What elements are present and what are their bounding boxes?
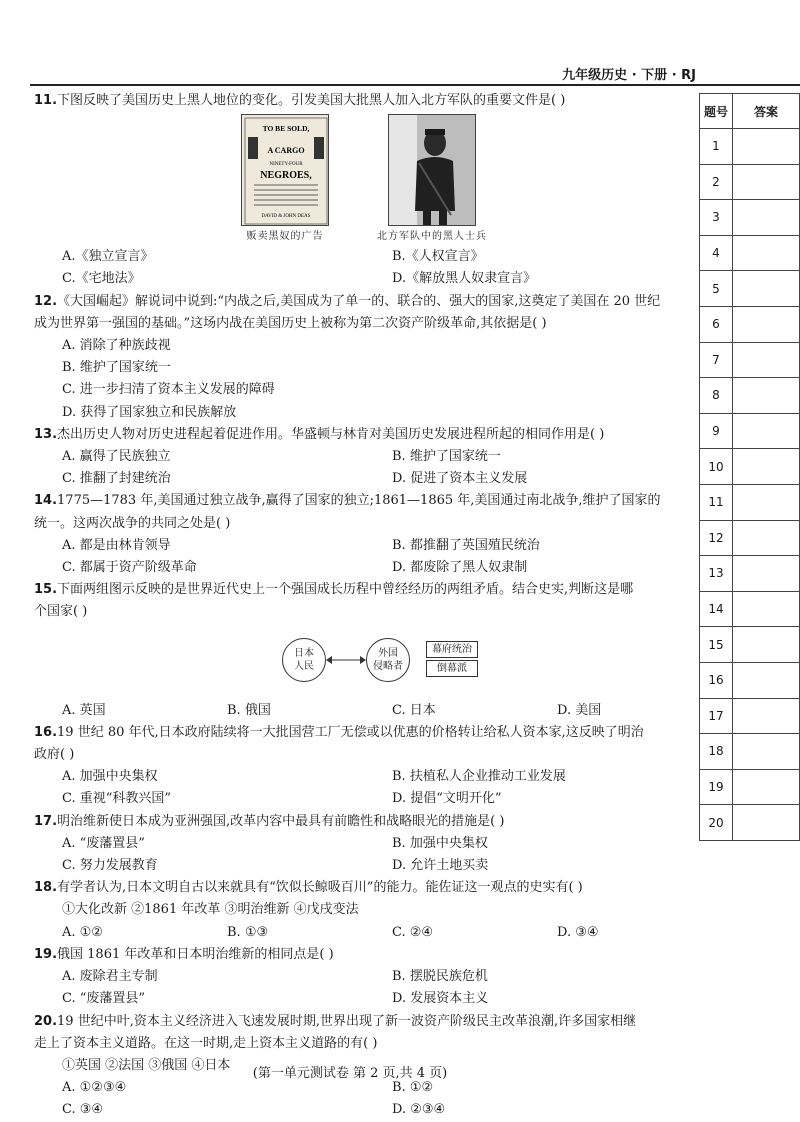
option-c: C. 努力发展教育 [62,858,158,874]
circle-foreign-invaders: 外国 侵略者 [366,638,410,682]
answer-row [700,627,800,663]
answer-row [700,342,800,378]
answer-cell[interactable] [733,164,800,200]
answer-row-number: 6 [700,306,733,342]
answer-row [700,200,800,236]
page-footer: (第一单元测试卷 第 2 页,共 4 页) [252,1066,448,1081]
answer-row [700,698,800,734]
option-a: A. 加强中央集权 [62,769,158,785]
question-stem: 俄国 1861 年改革和日本明治维新的相同点是( ) [57,946,334,962]
option-d: D. 都废除了黑人奴隶制 [392,560,528,576]
option-a: A. 赢得了民族独立 [62,449,171,465]
option-a: A. 消除了种族歧视 [62,338,171,354]
option-c: C. 都属于资产阶级革命 [62,560,197,576]
option-a: A.《独立宣言》 [62,249,154,265]
question-stem-line2: 成为世界第一强国的基础。”这场内战在美国历史上被称为第二次资产阶级革命,其依据是( ) [34,315,547,331]
option-d: D. 发展资本主义 [392,991,489,1007]
answer-cell[interactable] [733,520,800,556]
black-soldier-photo [388,114,476,226]
answer-row-number: 8 [700,378,733,414]
options-row [34,966,694,988]
question-stem-line2: 统一。这两次战争的共同之处是( ) [34,515,231,531]
answer-row [700,591,800,627]
question-17 [34,811,694,878]
answer-table-header-number: 题号 [700,94,733,129]
box-anti-shogunate: 倒幕派 [426,660,478,677]
answer-row-number: 7 [700,342,733,378]
option-b: B. 维护了国家统一 [392,449,501,465]
answer-row [700,235,800,271]
answer-row [700,306,800,342]
answer-cell[interactable] [733,271,800,307]
option-d: D. 允许土地买卖 [392,858,489,874]
header-rule [30,84,800,86]
answer-row [700,556,800,592]
answer-row [700,520,800,556]
option-b: B.《人权宣言》 [392,249,484,265]
answer-row-number: 5 [700,271,733,307]
option-c: C. ③④ [62,1102,104,1118]
answer-row [700,413,800,449]
double-arrow-icon [326,654,366,666]
options-row [34,535,694,557]
options-row [34,833,694,855]
answer-cell[interactable] [733,805,800,841]
option-a: A. “废藩置县” [62,835,145,851]
option-b: B. ①③ [227,924,269,940]
options-row [34,788,694,810]
answer-cell[interactable] [733,129,800,165]
answer-cell[interactable] [733,413,800,449]
answer-row [700,662,800,698]
question-11 [34,90,694,291]
answer-row-number: 11 [700,484,733,520]
answer-cell[interactable] [733,449,800,485]
option-c: C. 进一步扫清了资本主义发展的障碍 [62,382,275,398]
statement-items: ①英国 ②法国 ③俄国 ④日本 [62,1057,231,1073]
poster-line-5: DAVID & JOHN DEAS [261,214,311,220]
answer-cell[interactable] [733,484,800,520]
answer-cell[interactable] [733,235,800,271]
question-stem-line2: 政府( ) [34,747,75,763]
option-d: D. ③④ [557,924,599,940]
question-number: 19. [34,946,58,962]
question-18 [34,877,694,944]
option-c: C. “废藩置县” [62,991,146,1007]
question-stem-line1: 《大国崛起》解说词中说到:“内战之后,美国成为了单一的、联合的、强大的国家,这奠定了美国在 20 世纪 [57,293,661,309]
question-number: 11. [34,93,58,108]
options-row [34,766,694,788]
question-13 [34,424,694,491]
figure-black-soldier [377,114,487,246]
answer-row-number: 15 [700,627,733,663]
option-c: C. ②④ [392,924,434,940]
option-d: D. ②③④ [392,1102,446,1118]
question-stem-line1: 19 世纪中叶,资本主义经济进入飞速发展时期,世界出现了新一波资产阶级民主改革浪潮,许多国家相继 [57,1013,637,1029]
conflict-diagram [34,624,694,700]
answer-row-number: 3 [700,200,733,236]
option-d: D. 美国 [557,702,602,718]
answer-cell[interactable] [733,378,800,414]
answer-cell[interactable] [733,698,800,734]
question-stem-line1: 下面两组图示反映的是世界近代史上一个强国成长历程中曾经经历的两组矛盾。结合史实,判断这是哪 [57,582,634,598]
answer-row-number: 17 [700,698,733,734]
page-header: 九年级历史 · 下册 · RJ [562,68,696,83]
question-16 [34,722,694,811]
question-number: 20. [34,1013,58,1029]
option-d: D. 提倡“文明开化” [392,791,502,807]
option-a: A. ①② [62,924,103,940]
question-stem: 有学者认为,日本文明自古以来就具有“饮似长鲸吸百川”的能力。能佐证这一观点的史实有( ) [57,880,583,896]
poster-line-3: NINETY-FOUR [269,162,303,168]
question-stem-line1: 19 世纪 80 年代,日本政府陆续将一大批国营工厂无偿或以优惠的价格转让给私人资本家,这反映了明治 [57,724,644,740]
figure-row [34,112,694,246]
question-number: 18. [34,880,58,896]
answer-row-number: 12 [700,520,733,556]
question-15 [34,579,694,722]
answer-row-number: 13 [700,556,733,592]
figure-caption: 贩卖黑奴的广告 [246,231,324,243]
option-a: A. 废除君主专制 [62,969,158,985]
slave-ad-image [241,114,329,226]
answer-row [700,449,800,485]
option-b: B. 扶植私人企业推动工业发展 [392,769,566,785]
answer-row-number: 1 [700,129,733,165]
answer-cell[interactable] [733,200,800,236]
answer-row [700,484,800,520]
answer-cell[interactable] [733,591,800,627]
options-row [34,446,694,468]
option-b: B. 都推翻了英国殖民统治 [392,537,540,553]
question-stem-line1: 1775—1783 年,美国通过独立战争,赢得了国家的独立;1861—1865 年,美国通过南北战争,维护了国家的 [57,493,661,509]
answer-row-number: 19 [700,769,733,805]
option-d: D. 获得了国家独立和民族解放 [62,404,237,420]
answer-row [700,164,800,200]
option-c: C. 重视“科教兴国” [62,791,172,807]
box-shogunate: 幕府统治 [426,641,478,658]
question-number: 14. [34,493,58,509]
option-b: B. 维护了国家统一 [62,360,171,376]
options-row [34,988,694,1010]
answer-row [700,129,800,165]
answer-cell[interactable] [733,769,800,805]
option-b: B. 俄国 [227,702,271,718]
answer-row [700,378,800,414]
option-c: C. 推翻了封建统治 [62,471,171,487]
option-b: B. ①② [392,1080,434,1096]
options-row [34,855,694,877]
answer-cell[interactable] [733,306,800,342]
option-c: C.《宅地法》 [62,271,141,287]
answer-row-number: 2 [700,164,733,200]
question-stem-line2: 走上了资本主义道路。在这一时期,走上资本主义道路的有( ) [34,1035,378,1051]
question-stem: 下图反映了美国历史上黑人地位的变化。引发美国大批黑人加入北方军队的重要文件是( ) [57,93,566,108]
answer-row-number: 16 [700,662,733,698]
question-number: 15. [34,582,58,598]
answer-cell[interactable] [733,342,800,378]
options-row [34,700,694,722]
answer-row-number: 14 [700,591,733,627]
poster-line-4: NEGROES, [260,170,312,182]
question-19 [34,944,694,1011]
answer-row [700,734,800,770]
question-number: 16. [34,724,58,740]
answer-table-header-answer: 答案 [733,94,800,129]
option-a: A. ①②③④ [62,1080,127,1096]
option-b: B. 摆脱民族危机 [392,969,488,985]
options-row [34,922,694,944]
answer-table [699,93,800,841]
figure-slave-ad [241,114,329,246]
question-12 [34,291,694,424]
answer-cell[interactable] [733,627,800,663]
option-d: D. 促进了资本主义发展 [392,471,528,487]
option-a: A. 英国 [62,702,106,718]
answer-row [700,769,800,805]
statement-items: ①大化改新 ②1861 年改革 ③明治维新 ④戊戌变法 [62,902,359,918]
circle-japanese-people: 日本 人民 [282,638,326,682]
answer-row-number: 4 [700,235,733,271]
options-row [34,246,694,268]
answer-row [700,805,800,841]
question-stem: 杰出历史人物对历史进程起着促进作用。华盛顿与林肯对美国历史发展进程所起的相同作用是( ) [57,426,605,442]
question-stem-line2: 个国家( ) [34,604,88,620]
answer-cell[interactable] [733,734,800,770]
option-b: B. 加强中央集权 [392,835,488,851]
question-14 [34,490,694,579]
option-a: A. 都是由林肯领导 [62,537,171,553]
question-list [34,90,694,1122]
option-c: C. 日本 [392,702,436,718]
question-number: 12. [34,293,58,309]
poster-line-1: TO BE SOLD, [262,124,310,134]
options-row [34,557,694,579]
question-stem: 明治维新使日本成为亚洲强国,改革内容中最具有前瞻性和战略眼光的措施是( ) [57,813,505,829]
answer-cell[interactable] [733,662,800,698]
answer-row-number: 18 [700,734,733,770]
figure-caption: 北方军队中的黑人士兵 [377,231,487,243]
answer-row-number: 9 [700,413,733,449]
options-row [34,468,694,490]
options-row [34,268,694,290]
question-number: 17. [34,813,58,829]
answer-row-number: 20 [700,805,733,841]
poster-line-2: A CARGO [267,146,305,156]
options-row [34,1099,694,1121]
answer-row [700,271,800,307]
answer-row-number: 10 [700,449,733,485]
option-d: D.《解放黑人奴隶宣言》 [392,271,537,287]
question-number: 13. [34,426,58,442]
answer-cell[interactable] [733,556,800,592]
